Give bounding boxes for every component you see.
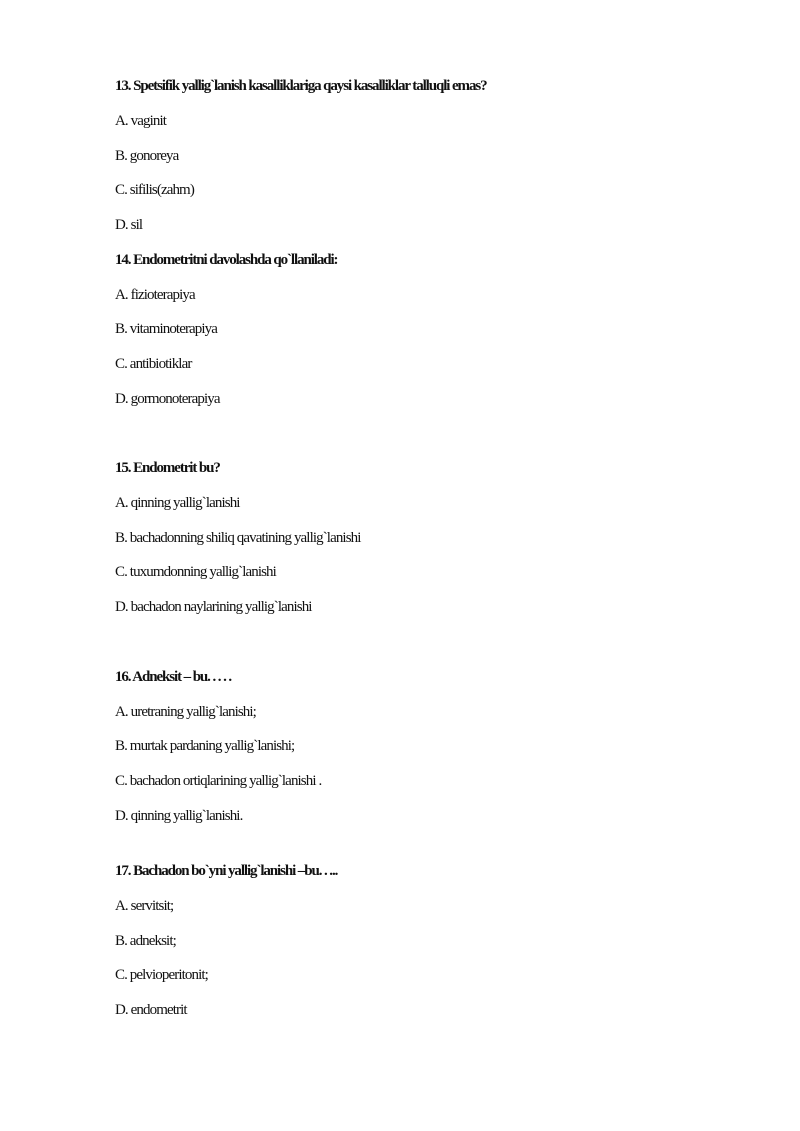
question-14-option-d: D. gormonoterapiya	[115, 391, 220, 407]
question-13-option-b: B. gonoreya	[115, 148, 179, 164]
question-16-option-d: D. qinning yallig`lanishi.	[115, 808, 243, 824]
question-13-option-c: C. sifilis(zahm)	[115, 182, 194, 198]
question-17-option-b: B. adneksit;	[115, 933, 176, 949]
question-15-title: 15. Endometrit bu?	[115, 460, 220, 476]
question-16-option-a: A. uretraning yallig`lanishi;	[115, 704, 256, 720]
question-16-option-b: B. murtak pardaning yallig`lanishi;	[115, 738, 295, 754]
question-14-title: 14. Endometritni davolashda qo`llaniladi:	[115, 252, 338, 268]
question-14-option-c: C. antibiotiklar	[115, 356, 192, 372]
question-14-option-b: B. vitaminoterapiya	[115, 321, 218, 337]
question-16-title: 16. Adneksit – bu. . . . .	[115, 669, 232, 685]
question-16-option-c: C. bachadon ortiqlarining yallig`lanishi .	[115, 773, 322, 789]
question-17-option-d: D. endometrit	[115, 1002, 187, 1018]
question-13-option-a: A. vaginit	[115, 113, 166, 129]
question-15-option-c: C. tuxumdonning yallig`lanishi	[115, 564, 276, 580]
question-15-option-d: D. bachadon naylarining yallig`lanishi	[115, 599, 312, 615]
question-14-option-a: A. fizioterapiya	[115, 287, 195, 303]
question-17-option-c: C. pelvioperitonit;	[115, 967, 208, 983]
question-17-option-a: A. servitsit;	[115, 898, 174, 914]
question-13-option-d: D. sil	[115, 217, 143, 233]
question-17-title: 17. Bachadon bo`yni yallig`lanishi –bu. . ...	[115, 863, 338, 879]
question-15-option-b: B. bachadonning shiliq qavatining yallig`lanishi	[115, 530, 361, 546]
question-13-title: 13. Spetsifik yallig`lanish kasalliklariga qaysi kasalliklar talluqli emas?	[115, 78, 487, 94]
question-15-option-a: A. qinning yallig`lanishi	[115, 495, 240, 511]
